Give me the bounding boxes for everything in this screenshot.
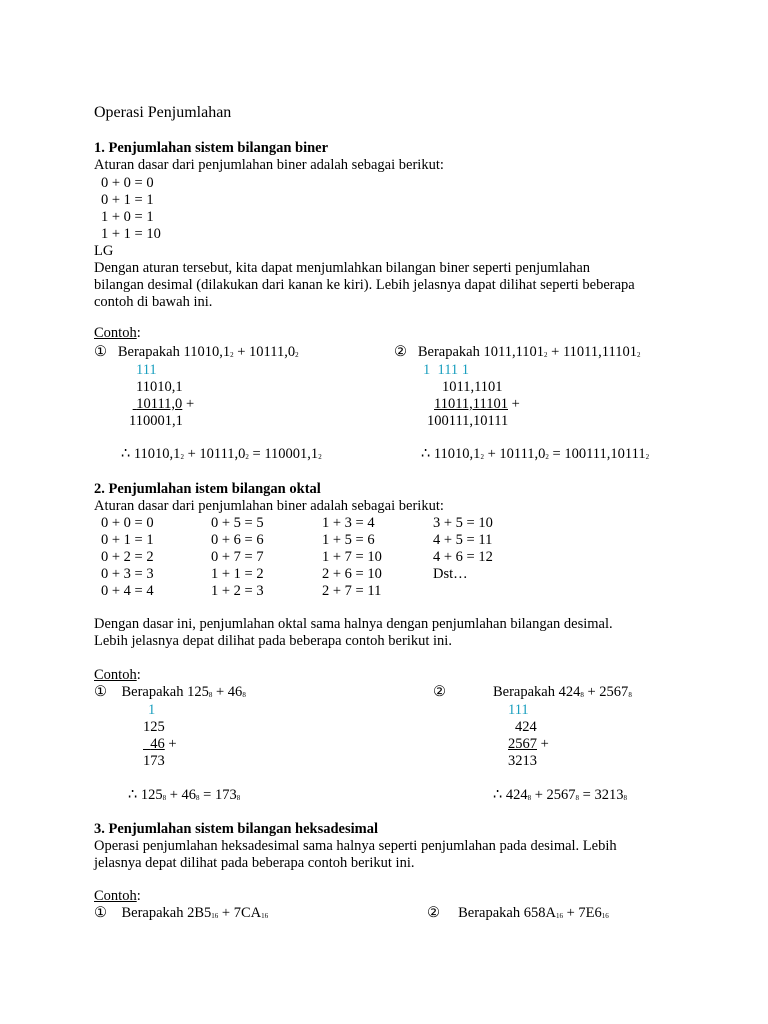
carry-digits: 1 111 1 <box>423 362 470 378</box>
octal-rule: 4 + 5 = 11 <box>433 532 493 548</box>
section-1-paragraph: contoh di bawah ini. <box>94 294 213 310</box>
octal-rule: 4 + 6 = 12 <box>433 549 493 565</box>
sum-result: 100111,10111 <box>427 413 509 429</box>
addend: 46 + <box>150 736 177 752</box>
label-lg: LG <box>94 243 114 259</box>
sum-result: 3213 <box>508 753 537 769</box>
octal-rule: 0 + 2 = 2 <box>101 549 154 565</box>
octal-rule: 1 + 7 = 10 <box>322 549 382 565</box>
conclusion: ∴ $11010,1_2 + 10111,0_2 = 110001,1_2$ <box>121 446 322 462</box>
example-1-question: ① Berapakah $11010,1_2 + 10111,0_2$ <box>94 344 299 360</box>
carry-digits: 111 <box>508 702 529 718</box>
section-2-heading: 2. Penjumlahan istem bilangan oktal <box>94 481 321 497</box>
binary-rule: 1 + 1 = 10 <box>101 226 161 242</box>
addend: 11011,11101 + <box>434 396 520 412</box>
addend: 424 <box>515 719 537 735</box>
carry-digits: 1 <box>148 702 156 718</box>
octal-rule: 1 + 5 = 6 <box>322 532 375 548</box>
octal-rule: 0 + 3 = 3 <box>101 566 154 582</box>
page-title: Operasi Penjumlahan <box>94 104 232 121</box>
octal-rule: 3 + 5 = 10 <box>433 515 493 531</box>
octal-rule: 0 + 4 = 4 <box>101 583 154 599</box>
example-2-question-text: Berapakah $424_8 + 2567_8$ <box>493 684 632 700</box>
conclusion: ∴ $11010,1_2 + 10111,0_2 = 100111,10111_2$ <box>421 446 650 462</box>
octal-rule: 2 + 7 = 11 <box>322 583 382 599</box>
example-1-question: ① Berapakah $125_8 + 46_8$ <box>94 684 246 700</box>
octal-rule: 2 + 6 = 10 <box>322 566 382 582</box>
example-2-question: ② Berapakah $1011,1101_2 + 11011,11101_2$ <box>394 344 641 360</box>
section-1-heading: 1. Penjumlahan sistem bilangan biner <box>94 140 329 156</box>
addend: 10111,0 + <box>136 396 195 412</box>
addend: 11010,1 <box>136 379 183 395</box>
binary-rule: 1 + 0 = 1 <box>101 209 154 225</box>
conclusion: ∴ $424_8 + 2567_8 = 3213_8$ <box>493 787 627 803</box>
example-1-question: ① Berapakah $2B5_{16} + 7CA_{16}$ <box>94 905 269 921</box>
section-3-paragraph: Operasi penjumlahan heksadesimal sama halnya seperti penjumlahan pada desimal. Lebih <box>94 838 617 854</box>
octal-rule: 0 + 6 = 6 <box>211 532 264 548</box>
octal-rule: 0 + 7 = 7 <box>211 549 264 565</box>
contoh-label: Contoh: <box>94 888 141 904</box>
section-3-paragraph: jelasnya depat dilihat pada beberapa contoh berikut ini. <box>94 855 415 871</box>
conclusion: ∴ $125_8 + 46_8 = 173_8$ <box>128 787 241 803</box>
octal-rule: Dst… <box>433 566 468 582</box>
addend: 125 <box>143 719 165 735</box>
sum-result: 173 <box>143 753 165 769</box>
octal-rule: 1 + 3 = 4 <box>322 515 375 531</box>
section-1-paragraph: Dengan aturan tersebut, kita dapat menjumlahkan bilangan biner seperti penjumlahan <box>94 260 591 276</box>
contoh-label: Contoh: <box>94 667 141 683</box>
octal-rule: 0 + 5 = 5 <box>211 515 264 531</box>
binary-rule: 0 + 0 = 0 <box>101 175 154 191</box>
octal-rule: 1 + 2 = 3 <box>211 583 264 599</box>
example-2-question: ② <box>433 684 446 700</box>
contoh-label: Contoh: <box>94 325 141 341</box>
binary-rule: 0 + 1 = 1 <box>101 192 154 208</box>
section-2-intro: Aturan dasar dari penjumlahan biner adalah sebagai berikut: <box>94 498 444 514</box>
section-2-paragraph: Dengan dasar ini, penjumlahan oktal sama halnya dengan penjumlahan bilangan desimal. <box>94 616 613 632</box>
addend: 1011,1101 <box>442 379 503 395</box>
octal-rule: 1 + 1 = 2 <box>211 566 264 582</box>
octal-rule: 0 + 0 = 0 <box>101 515 154 531</box>
section-1-paragraph: bilangan desimal (dilakukan dari kanan ke kiri). Lebih jelasnya dapat dilihat seperti beberapa <box>94 277 635 293</box>
section-3-heading: 3. Penjumlahan sistem bilangan heksadesimal <box>94 821 379 837</box>
octal-rule: 0 + 1 = 1 <box>101 532 154 548</box>
sum-result: 110001,1 <box>129 413 183 429</box>
carry-digits: 111 <box>136 362 157 378</box>
section-1-intro: Aturan dasar dari penjumlahan biner adalah sebagai berikut: <box>94 157 444 173</box>
addend: 2567 + <box>508 736 549 752</box>
section-2-paragraph: Lebih jelasnya depat dilihat pada beberapa contoh berikut ini. <box>94 633 452 649</box>
example-2-question: ② Berapakah $658A_{16} + 7E6_{16}$ <box>427 905 609 921</box>
